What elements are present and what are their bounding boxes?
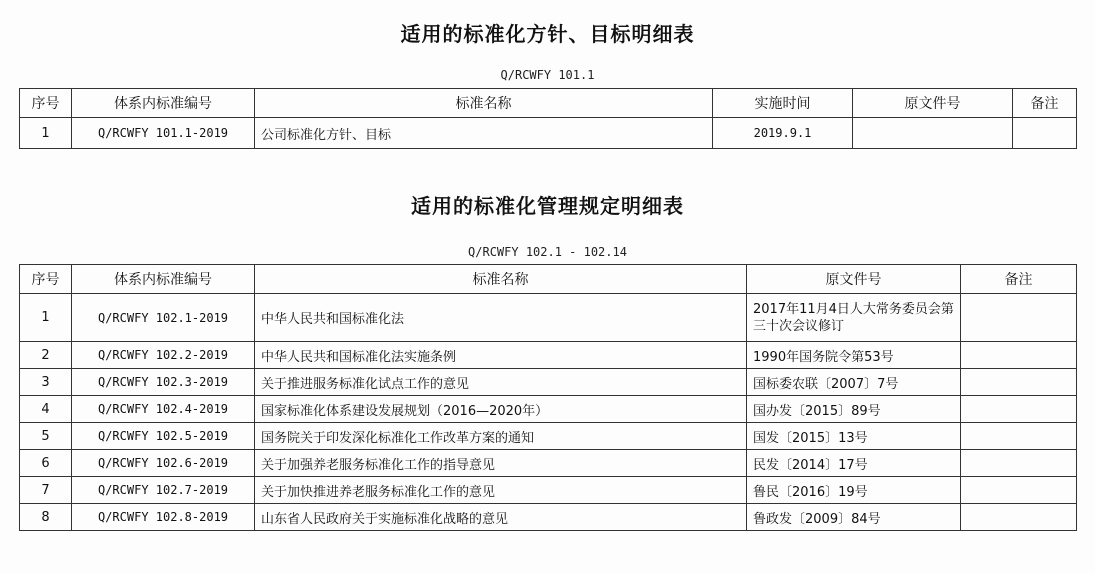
cell-remark bbox=[961, 477, 1077, 504]
cell-no: 4 bbox=[20, 396, 72, 423]
header-cell-code: 体系内标准编号 bbox=[72, 89, 255, 118]
section1-table bbox=[19, 88, 1077, 149]
section2-title: 适用的标准化管理规定明细表 bbox=[411, 194, 684, 218]
cell-source: 1990年国务院令第53号 bbox=[747, 342, 961, 369]
cell-name: 国家标准化体系建设发展规划（2016—2020年） bbox=[255, 396, 747, 423]
table-row bbox=[20, 369, 1077, 396]
table-row bbox=[20, 477, 1077, 504]
header-cell-name: 标准名称 bbox=[255, 265, 747, 294]
cell-no: 5 bbox=[20, 423, 72, 450]
section1-title: 适用的标准化方针、目标明细表 bbox=[400, 22, 695, 46]
cell-no: 1 bbox=[20, 294, 72, 342]
header-cell-no: 序号 bbox=[20, 89, 72, 118]
cell-no: 3 bbox=[20, 369, 72, 396]
cell-code: Q/RCWFY 102.6-2019 bbox=[72, 450, 255, 477]
cell-source: 国办发〔2015〕89号 bbox=[747, 396, 961, 423]
table-row bbox=[20, 342, 1077, 369]
header-cell-name: 标准名称 bbox=[255, 89, 713, 118]
cell-name: 关于加强养老服务标准化工作的指导意见 bbox=[255, 450, 747, 477]
cell-source: 国标委农联〔2007〕7号 bbox=[747, 369, 961, 396]
cell-name: 国务院关于印发深化标准化工作改革方案的通知 bbox=[255, 423, 747, 450]
table-header-row bbox=[20, 89, 1077, 118]
cell-remark bbox=[961, 423, 1077, 450]
header-cell-remark: 备注 bbox=[961, 265, 1077, 294]
table-header-row bbox=[20, 265, 1077, 294]
cell-no: 7 bbox=[20, 477, 72, 504]
table-row bbox=[20, 423, 1077, 450]
cell-code: Q/RCWFY 101.1-2019 bbox=[72, 118, 255, 149]
cell-no: 1 bbox=[20, 118, 72, 149]
cell-source: 民发〔2014〕17号 bbox=[747, 450, 961, 477]
table-row bbox=[20, 294, 1077, 342]
section2-code: Q/RCWFY 102.1 - 102.14 bbox=[468, 245, 627, 259]
cell-remark bbox=[1013, 118, 1077, 149]
cell-no: 6 bbox=[20, 450, 72, 477]
cell-source: 鲁政发〔2009〕84号 bbox=[747, 504, 961, 531]
cell-remark bbox=[961, 450, 1077, 477]
cell-source: 鲁民〔2016〕19号 bbox=[747, 477, 961, 504]
cell-name: 中华人民共和国标准化法 bbox=[255, 294, 747, 342]
header-cell-date: 实施时间 bbox=[713, 89, 853, 118]
table-row bbox=[20, 450, 1077, 477]
cell-name: 山东省人民政府关于实施标准化战略的意见 bbox=[255, 504, 747, 531]
cell-name: 关于加快推进养老服务标准化工作的意见 bbox=[255, 477, 747, 504]
section2-table bbox=[19, 264, 1077, 531]
cell-remark bbox=[961, 396, 1077, 423]
section1-code: Q/RCWFY 101.1 bbox=[500, 68, 595, 82]
cell-code: Q/RCWFY 102.1-2019 bbox=[72, 294, 255, 342]
table-row bbox=[20, 504, 1077, 531]
cell-remark bbox=[961, 294, 1077, 342]
cell-remark bbox=[961, 369, 1077, 396]
cell-remark bbox=[961, 342, 1077, 369]
header-cell-code: 体系内标准编号 bbox=[72, 265, 255, 294]
cell-no: 2 bbox=[20, 342, 72, 369]
cell-source: 2017年11月4日人大常务委员会第三十次会议修订 bbox=[747, 294, 961, 342]
cell-source: 国发〔2015〕13号 bbox=[747, 423, 961, 450]
cell-code: Q/RCWFY 102.2-2019 bbox=[72, 342, 255, 369]
cell-code: Q/RCWFY 102.4-2019 bbox=[72, 396, 255, 423]
cell-code: Q/RCWFY 102.8-2019 bbox=[72, 504, 255, 531]
cell-no: 8 bbox=[20, 504, 72, 531]
cell-code: Q/RCWFY 102.5-2019 bbox=[72, 423, 255, 450]
table-row bbox=[20, 396, 1077, 423]
cell-name: 中华人民共和国标准化法实施条例 bbox=[255, 342, 747, 369]
table-row bbox=[20, 118, 1077, 149]
cell-name: 公司标准化方针、目标 bbox=[255, 118, 713, 149]
cell-date: 2019.9.1 bbox=[713, 118, 853, 149]
header-cell-remark: 备注 bbox=[1013, 89, 1077, 118]
cell-code: Q/RCWFY 102.3-2019 bbox=[72, 369, 255, 396]
header-cell-no: 序号 bbox=[20, 265, 72, 294]
cell-source bbox=[853, 118, 1013, 149]
cell-name: 关于推进服务标准化试点工作的意见 bbox=[255, 369, 747, 396]
header-cell-source: 原文件号 bbox=[747, 265, 961, 294]
cell-remark bbox=[961, 504, 1077, 531]
cell-code: Q/RCWFY 102.7-2019 bbox=[72, 477, 255, 504]
header-cell-source: 原文件号 bbox=[853, 89, 1013, 118]
